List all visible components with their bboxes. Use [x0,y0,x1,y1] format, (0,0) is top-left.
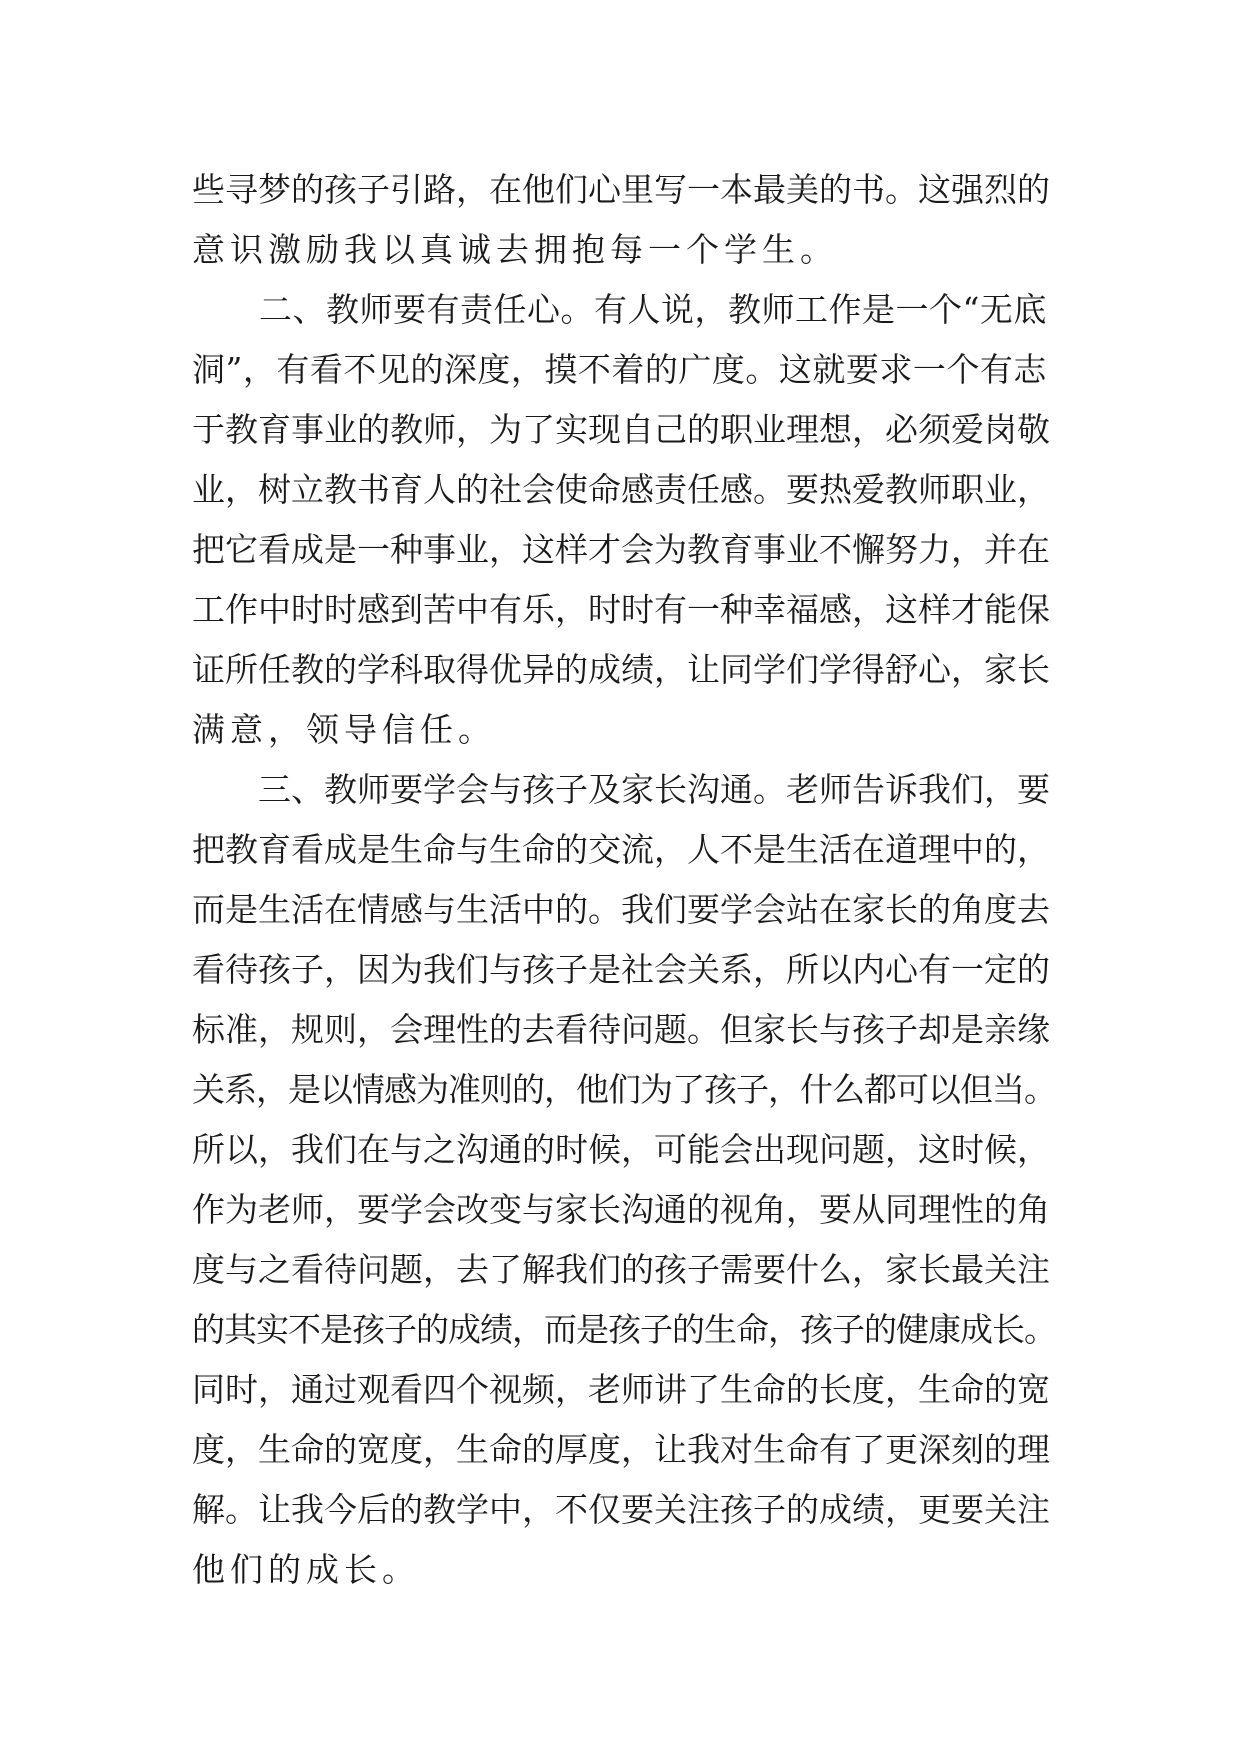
text-line: 于教育事业的教师，为了实现自己的职业理想，必须爱岗敬 [192,410,1050,449]
text-line: 的其实不是孩子的成绩，而是孩子的生命，孩子的健康成长。 [192,1310,1056,1349]
text-line: 关系，是以情感为准则的，他们为了孩子，什么都可以但当。 [192,1070,1056,1109]
text-line: 度与之看待问题，去了解我们的孩子需要什么，家长最关注 [192,1250,1050,1289]
text-line: 作为老师，要学会改变与家长沟通的视角，要从同理性的角 [192,1190,1050,1229]
text-line: 把它看成是一种事业，这样才会为教育事业不懈努力，并在 [192,530,1050,569]
text-line: 解。让我今后的教学中，不仅要关注孩子的成绩，更要关注 [192,1490,1050,1529]
text-line: 而是生活在情感与生活中的。我们要学会站在家长的角度去 [192,890,1050,929]
text-line: 二、教师要有责任心。有人说，教师工作是一个“无底 [192,290,1047,329]
text-line: 意识激励我以真诚去拥抱每一个学生。 [192,230,838,269]
text-line: 看待孩子，因为我们与孩子是社会关系，所以内心有一定的 [192,950,1050,989]
body-text [192,160,1057,1600]
text-line: 三、教师要学会与孩子及家长沟通。老师告诉我们，要 [192,770,1050,809]
text-line: 洞”，有看不见的深度，摸不着的广度。这就要求一个有志 [192,350,1047,389]
text-line: 同时，通过观看四个视频，老师讲了生命的长度，生命的宽 [192,1370,1050,1409]
text-line: 所以，我们在与之沟通的时候，可能会出现问题，这时候， [192,1130,1050,1169]
text-line: 标准，规则，会理性的去看待问题。但家长与孩子却是亲缘 [192,1010,1050,1049]
text-line: 业，树立教书育人的社会使命感责任感。要热爱教师职业， [192,470,1050,509]
text-line: 工作中时时感到苦中有乐，时时有一种幸福感，这样才能保 [192,590,1050,629]
text-line: 些寻梦的孩子引路，在他们心里写一本最美的书。这强烈的 [192,170,1050,209]
text-line: 他们的成长。 [192,1550,420,1589]
text-line: 证所任教的学科取得优异的成绩，让同学们学得舒心，家长 [192,650,1050,689]
text-line: 把教育看成是生命与生命的交流，人不是生活在道理中的， [192,830,1050,869]
text-line: 度，生命的宽度，生命的厚度，让我对生命有了更深刻的理 [192,1430,1050,1469]
text-line: 满意，领导信任。 [192,710,496,749]
